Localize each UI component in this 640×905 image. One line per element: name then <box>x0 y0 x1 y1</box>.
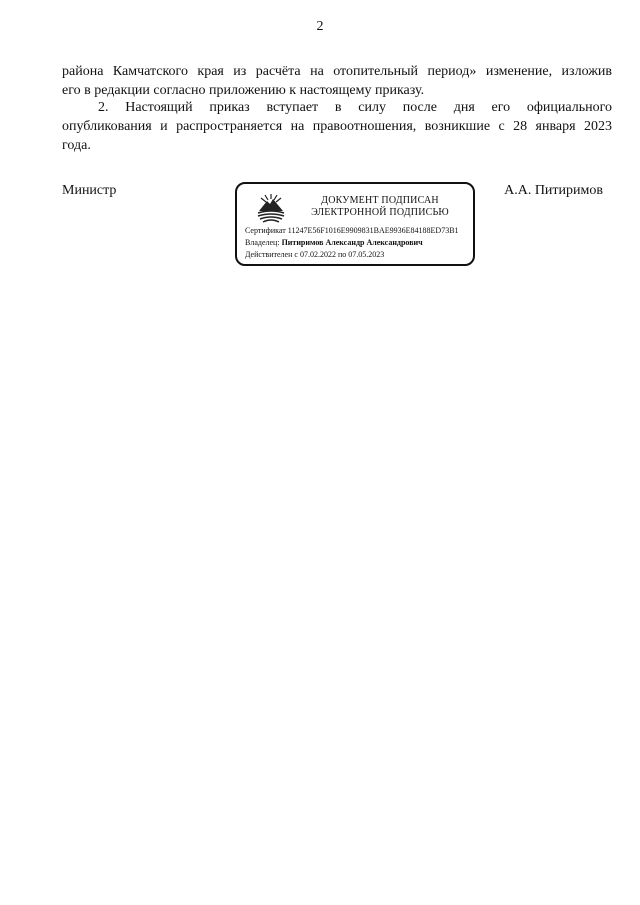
stamp-validity-row <box>245 250 384 260</box>
stamp-title <box>295 195 465 219</box>
stamp-certificate-row <box>245 226 459 236</box>
paragraph-2-line-1: 2. Настоящий приказ вступает в силу после дня его официального <box>98 100 612 115</box>
paragraph-1-line-1: района Камчатского края из расчёта на отопительный период» изменение, изложив <box>62 64 612 79</box>
stamp-certificate-value: 11247E56F1016E9909831BAE9936E84188ED73B1 <box>287 226 459 235</box>
stamp-title-line-2: ЭЛЕКТРОННОЙ ПОДПИСЬЮ <box>311 207 449 218</box>
electronic-signature-stamp <box>235 182 475 266</box>
stamp-valid-from: 07.02.2022 <box>299 250 336 259</box>
stamp-valid-from-prefix: с <box>294 250 298 259</box>
signer-title: Министр <box>62 183 117 198</box>
paragraph-2-line-2: опубликования и распространяется на правоотношения, возникшие с 28 января 2023 <box>62 119 612 134</box>
paragraph-2-line-3: года. <box>62 138 91 153</box>
stamp-owner-label: Владелец <box>245 238 278 247</box>
stamp-validity-label: Действителен <box>245 250 293 259</box>
paragraph-1 <box>62 62 612 100</box>
paragraph-2 <box>62 98 612 155</box>
signer-name: А.А. Питиримов <box>504 183 603 198</box>
kamchatka-volcano-emblem-icon <box>256 193 286 223</box>
page-number: 2 <box>316 19 324 34</box>
paragraph-1-line-2: его в редакции согласно приложению к настоящему приказу. <box>62 83 425 98</box>
stamp-valid-to-prefix: по <box>337 250 347 259</box>
stamp-owner-row: Владелец: Питиримов Александр Александрович <box>245 238 423 247</box>
stamp-title-line-1: ДОКУМЕНТ ПОДПИСАН <box>321 195 439 206</box>
stamp-valid-to: 07.05.2023 <box>348 250 385 259</box>
stamp-owner-value: Питиримов Александр Александрович <box>281 238 423 247</box>
stamp-certificate-label: Сертификат <box>245 226 286 235</box>
